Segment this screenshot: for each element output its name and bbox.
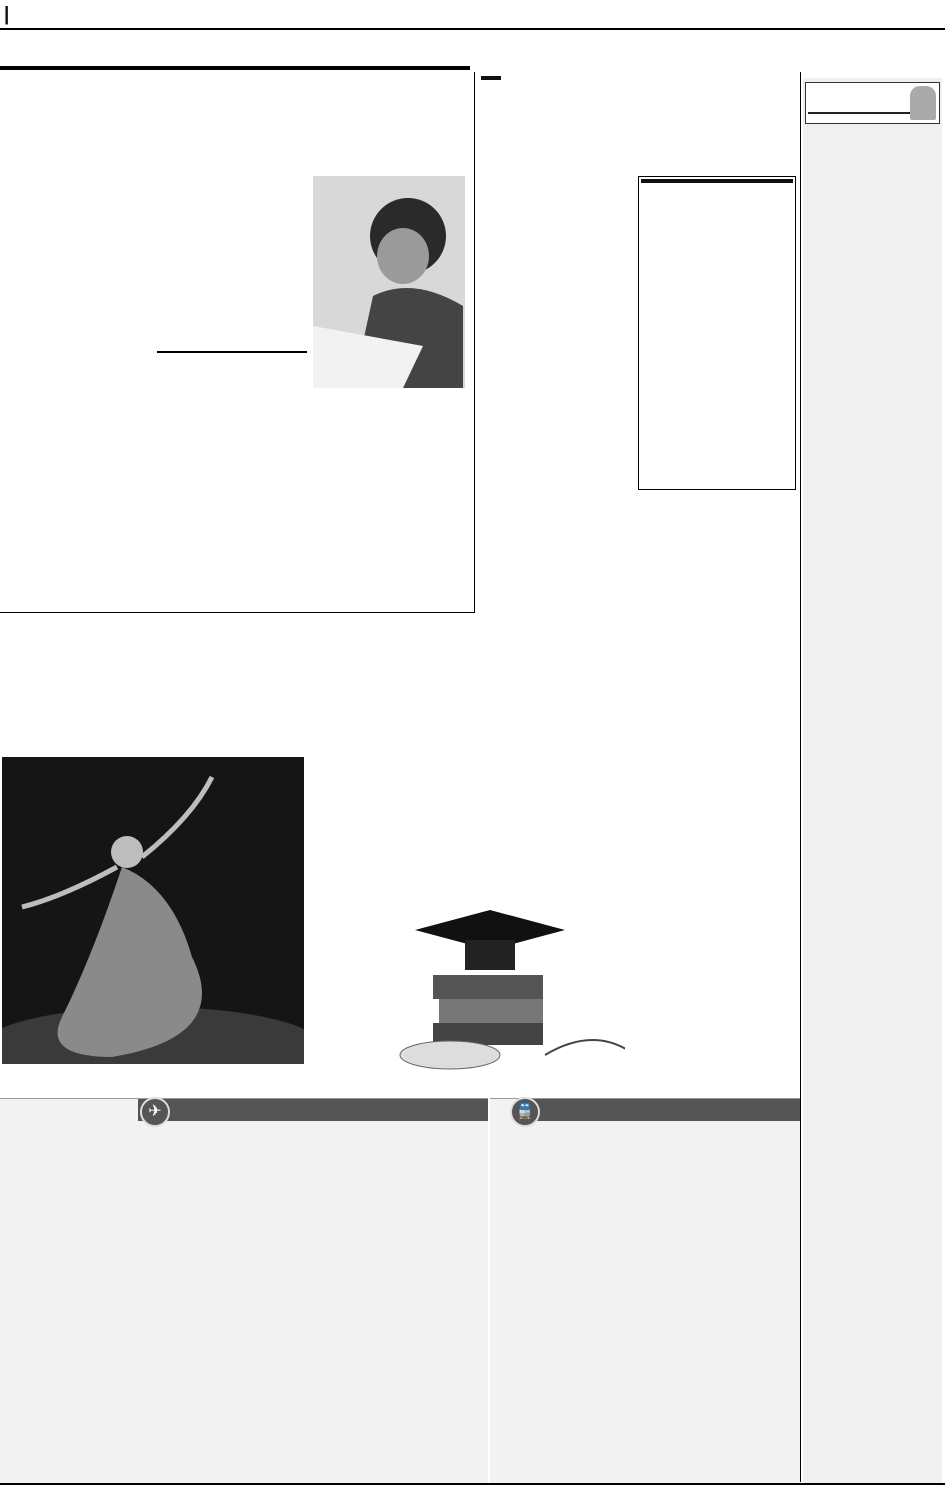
train-schedule	[490, 1098, 800, 1483]
dancer-photo	[2, 757, 304, 1064]
section-rule	[0, 66, 470, 70]
story3-col2	[157, 662, 307, 750]
graduation-cap-graphic	[395, 905, 625, 1085]
train-title	[522, 1099, 800, 1121]
story2-tag	[481, 76, 501, 80]
col-divider	[474, 72, 475, 612]
story1-col1	[2, 193, 150, 609]
airplane-icon: ✈	[140, 1097, 170, 1127]
astrologer-portrait	[910, 86, 936, 120]
dancer-illustration	[2, 757, 304, 1064]
bottom-rule	[0, 1483, 945, 1485]
infobox-title	[641, 179, 793, 183]
story1-col2b	[157, 440, 307, 610]
story4-col3	[634, 801, 792, 1091]
horoscope-column	[803, 78, 942, 1483]
story3-rule	[0, 612, 475, 613]
story3-col1	[2, 662, 150, 750]
story1-col2a	[157, 193, 307, 343]
horoscope-divider	[800, 72, 801, 1482]
flight-title	[138, 1099, 488, 1121]
story2-col1	[481, 172, 631, 764]
page-folio: |	[4, 4, 10, 25]
cap-books-mouse-illustration	[395, 905, 625, 1085]
enquiry-numbers	[36, 1439, 476, 1450]
ganesha-logo	[805, 82, 940, 124]
flight-header	[138, 1099, 488, 1121]
student-photo	[313, 176, 465, 388]
story2-col2	[638, 492, 796, 764]
train-header	[522, 1099, 800, 1121]
flight-schedule	[0, 1098, 488, 1483]
story3-col3	[313, 662, 465, 750]
top-rule	[0, 28, 945, 30]
airline-enquiry	[36, 1439, 476, 1450]
train-icon: 🚆	[510, 1097, 540, 1127]
story1-pullquote	[157, 351, 307, 357]
story1-col3	[313, 396, 465, 610]
ojee-infobox	[638, 176, 796, 490]
astrology-phone	[808, 112, 911, 114]
student-illustration	[313, 176, 465, 388]
